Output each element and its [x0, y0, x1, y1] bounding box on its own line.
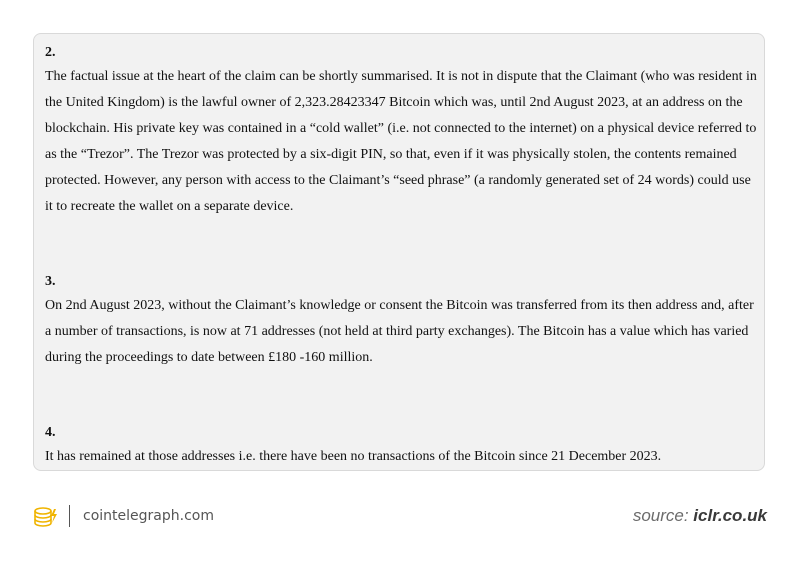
- paragraph-number: 4.: [45, 425, 56, 440]
- paragraph-text: It has remained at those addresses i.e. there have been no transactions of the Bitcoin since 21 December 2023.: [45, 449, 662, 464]
- cointelegraph-logo-icon: [33, 505, 59, 529]
- document-excerpt: [33, 33, 765, 471]
- footer: [33, 503, 767, 533]
- source-credit: [633, 506, 767, 526]
- source-label: source:: [632, 506, 689, 525]
- paragraph-text: The factual issue at the heart of the claim can be shortly summarised. It is not in dispute that the Claimant (who was resident in the United Kingdom) is the lawful owner of 2,323.28423347 Bitcoin which was, until 2nd August 2023, at an address on the blockchain. His private key was contained in a “cold wallet” (i.e. not connected to the internet) on a physical device referred to as the “Trezor”. The Trezor was protected by a six-digit PIN, so that, even if it was physically stolen, the contents remained protected. However, any person with access to the Claimant’s “seed phrase” (a randomly generated set of 24 words) could use it to recreate the wallet on a separate device.: [45, 69, 757, 214]
- site-name: cointelegraph.com: [83, 508, 214, 524]
- footer-divider: [69, 505, 70, 527]
- source-value: iclr.co.uk: [693, 506, 767, 525]
- paragraph-number: 3.: [45, 274, 56, 289]
- paragraph-text: On 2nd August 2023, without the Claimant’s knowledge or consent the Bitcoin was transferred from its then address and, after a number of transactions, is now at 71 addresses (not held at third party exchanges). The Bitcoin has a value which has varied during the proceedings to date between £180 -160 million.: [45, 298, 754, 365]
- paragraph-number: 2.: [45, 45, 56, 60]
